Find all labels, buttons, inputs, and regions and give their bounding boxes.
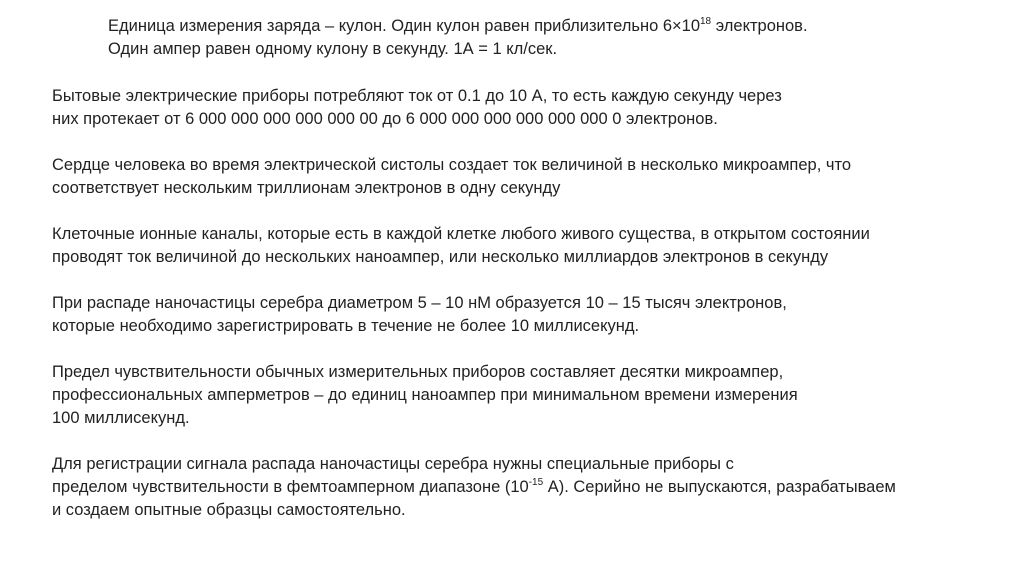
line: и создаем опытные образцы самостоятельно. [52,501,406,519]
line [52,476,896,499]
paragraph-household-devices [52,85,782,131]
text: Единица измерения заряда – кулон. Один кулон равен приблизительно 6×10 [108,17,700,35]
line: которые необходимо зарегистрировать в течение не более 10 миллисекунд. [52,317,640,335]
paragraph-silver-decay [52,292,787,338]
superscript: 18 [700,15,712,27]
text: А). Серийно не выпускаются, разрабатываем [543,478,896,496]
line: Бытовые электрические приборы потребляют ток от 0.1 до 10 А, то есть каждую секунду через [52,87,782,105]
line: При распаде наночастицы серебра диаметром 5 – 10 нМ образуется 10 – 15 тысяч электронов, [52,294,787,312]
paragraph-charge-unit [108,15,808,61]
line: соответствует нескольким триллионам электронов в одну секунду [52,179,561,197]
paragraph-heart [52,154,851,200]
line: проводят ток величиной до нескольких наноампер, или несколько миллиардов электронов в секунду [52,248,829,266]
paragraph-sensitivity [52,361,798,430]
line: Сердце человека во время электрической систолы создает ток величиной в несколько микроампер, что [52,156,852,174]
superscript: -15 [528,476,544,488]
line: 100 миллисекунд. [52,409,190,427]
text: электронов. [711,17,808,35]
line: Один ампер равен одному кулону в секунду. 1А = 1 кл/сек. [108,40,558,58]
line: них протекает от 6 000 000 000 000 000 00 до 6 000 000 000 000 000 000 0 электронов. [52,110,718,128]
line: Для регистрации сигнала распада наночастицы серебра нужны специальные приборы с [52,455,734,473]
line: Предел чувствительности обычных измерительных приборов составляет десятки микроампер, [52,363,784,381]
paragraph-registration [52,453,896,522]
line: Клеточные ионные каналы, которые есть в каждой клетке любого живого существа, в открытом состоянии [52,225,870,243]
line: профессиональных амперметров – до единиц наноампер при минимальном времени измерения [52,386,798,404]
text: пределом чувствительности в фемтоамперном диапазоне (10 [52,478,529,496]
line [108,15,808,38]
paragraph-ion-channels [52,223,870,269]
